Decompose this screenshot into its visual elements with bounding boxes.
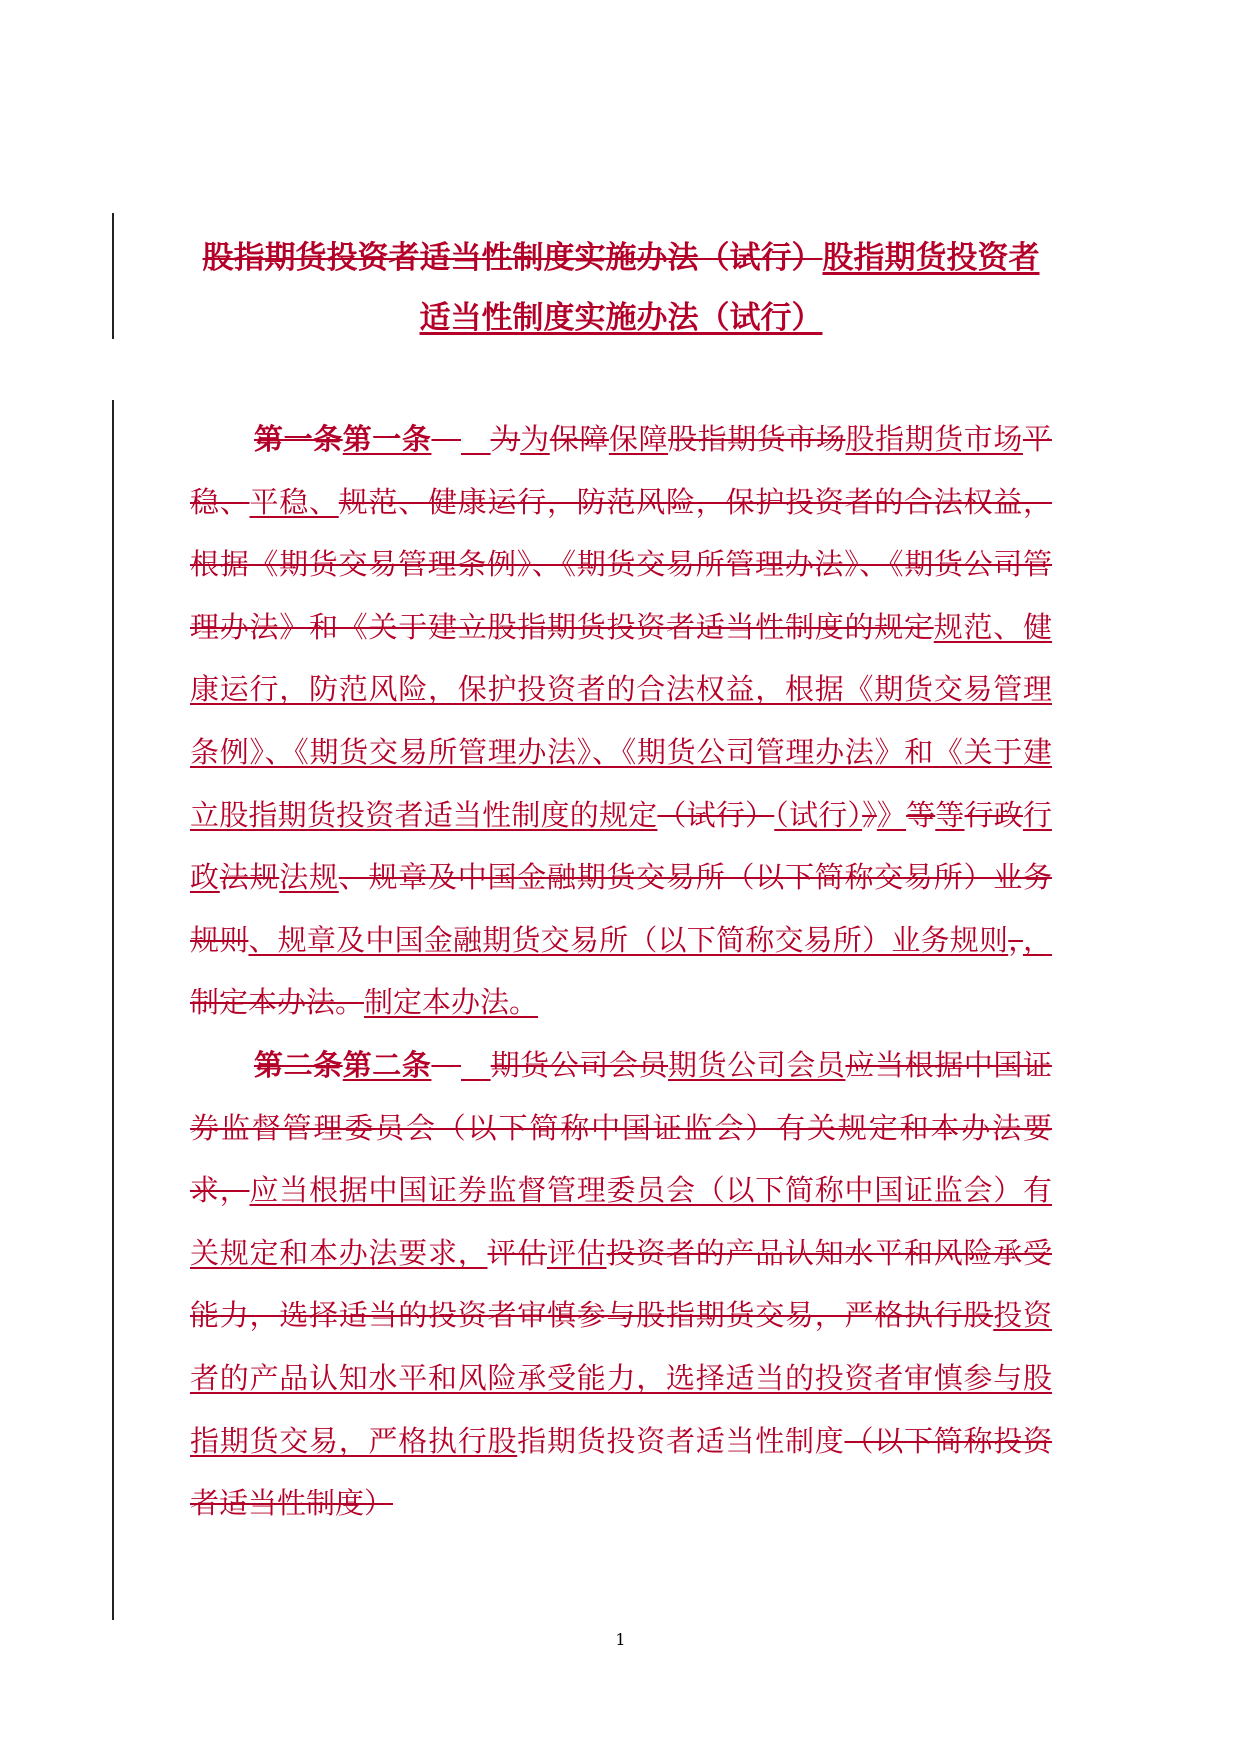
inserted-text: 等: [935, 797, 965, 832]
title-inserted: 股指期货投资者适当性制度实施办法（试行）: [419, 240, 1040, 336]
inserted-text: 评估: [546, 1235, 607, 1270]
deleted-text: 应当根据中国证券监督管理委员会（以下简称中国证监会）有关规定和本办法要求，: [190, 1047, 1052, 1208]
deleted-text: 为: [490, 422, 521, 456]
deleted-text: 等: [906, 797, 936, 832]
deleted-text: 法规: [219, 860, 280, 895]
deleted-text: 期货公司会员: [490, 1047, 669, 1082]
deleted-text: 股指期货市场: [668, 422, 846, 456]
inserted-text: 投资者的产品认知水平和风险承受能力，选择适当的投资者审慎参与股指期货交易，严格执行股: [190, 1298, 1052, 1458]
inserted-text: [461, 1048, 491, 1082]
inserted-text: 应当根据中国证券监督管理委员会（以下简称中国证监会）有关规定和本办法要求，: [190, 1173, 1052, 1270]
inserted-text: 保障: [608, 422, 669, 456]
inserted-text: [461, 422, 491, 456]
deleted-text: （以下简称投资者适当性制度）: [190, 1423, 1052, 1521]
body-text: 指期货投资者适当性制度: [517, 1423, 845, 1458]
deleted-text: 行政: [964, 797, 1023, 832]
inserted-text: 制定本办法。: [364, 985, 539, 1020]
deleted-text: 评估: [487, 1235, 547, 1270]
deleted-text: ，: [1008, 922, 1023, 957]
article-1-paragraph: [190, 408, 1052, 1034]
inserted-text: 平稳、: [249, 484, 339, 519]
inserted-text: 股指期货市场: [845, 422, 1023, 456]
inserted-text: （试行）: [774, 797, 863, 832]
inserted-text: 期货公司会员: [668, 1047, 846, 1082]
inserted-text: 第一条: [342, 422, 432, 456]
inserted-text: 规范、健康运行，防范风险，保护投资者的合法权益，根据《期货交易管理条例》、《期货交易所管理办法》、《期货公司管理办法》和《关于建立股指期货投资者适当性制度的规定: [190, 609, 1052, 832]
document-title: [190, 228, 1052, 348]
deleted-text: 制定本办法。: [190, 985, 365, 1020]
inserted-text: 第二条: [342, 1047, 432, 1082]
deleted-text: 平稳、: [190, 422, 1052, 519]
inserted-text: 行政: [190, 797, 1052, 895]
page-number: 1: [615, 1630, 626, 1649]
inserted-text: ，: [1022, 922, 1052, 957]
deleted-text: [431, 1048, 461, 1082]
inserted-text: 为: [520, 422, 550, 456]
deleted-text: 》: [862, 797, 877, 832]
inserted-text: 、规章及中国金融期货交易所（以下简称交易所）业务规则: [248, 922, 1009, 957]
deleted-text: [431, 422, 461, 456]
deleted-text: 第一条: [254, 422, 343, 456]
deleted-text: 保障: [549, 422, 609, 456]
deleted-text: 第二条: [254, 1047, 343, 1082]
title-deleted: 股指期货投资者适当性制度实施办法（试行）: [202, 240, 823, 276]
article-2-paragraph: [190, 1034, 1052, 1535]
deleted-text: 、规章及中国金融期货交易所（以下简称交易所）业务规则: [190, 860, 1052, 957]
revision-change-bar: [112, 213, 114, 339]
document-body: [190, 408, 1052, 1535]
deleted-text: 规范、健康运行，防范风险，保护投资者的合法权益，根据《期货交易管理条例》、《期货交易所管理办法》、《期货公司管理办法》和《关于建立股指期货投资者适当性制度的规定: [190, 484, 1052, 644]
deleted-text: （试行）: [657, 797, 775, 832]
deleted-text: 投资者的产品认知水平和风险承受能力，选择适当的投资者审慎参与股指期货交易，严格执行股: [190, 1235, 1052, 1333]
inserted-text: 》: [876, 797, 907, 832]
inserted-text: 法规: [279, 860, 339, 895]
revision-change-bar: [112, 400, 114, 1620]
